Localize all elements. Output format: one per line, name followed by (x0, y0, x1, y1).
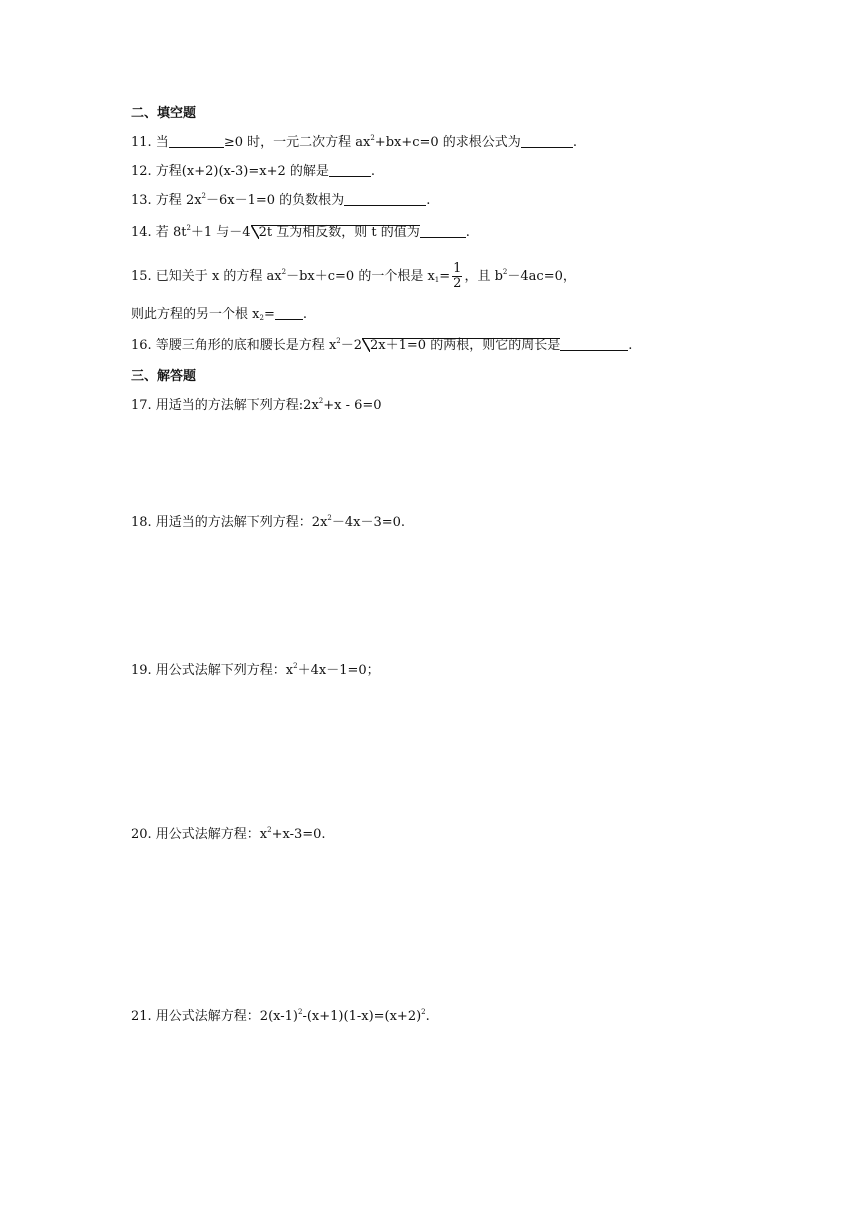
answer-blank (275, 306, 303, 320)
question-16 (131, 337, 632, 355)
q13-text-a: 13. 方程 2x (131, 193, 202, 208)
q21-text-a: 21. 用公式法解方程：2(x-1) (131, 1009, 298, 1024)
superscript: 2 (327, 514, 332, 522)
q15-line2-text-c: . (302, 307, 307, 322)
question-12 (131, 163, 375, 181)
q15-text-a: 15. 已知关于 x 的方程 ax (131, 269, 282, 284)
q14-text-d: . (465, 225, 470, 240)
q11-text-b: ≥0 时，一元二次方程 ax (223, 135, 371, 150)
q16-text-c: 2x＋1=0 的两根，则它的周长是 (370, 338, 561, 353)
superscript: 2 (201, 192, 207, 200)
question-21 (131, 1008, 430, 1026)
fraction-denominator: 2 (453, 276, 462, 291)
superscript: 2 (318, 397, 324, 405)
q14-text-c: 2t 互为相反数，则 t 的值为 (258, 225, 420, 240)
question-18 (131, 514, 405, 532)
question-13 (131, 192, 430, 210)
answer-blank (344, 192, 426, 206)
q13-text-b: －6x－1=0 的负数根为 (206, 193, 345, 208)
fraction-numerator: 1 (453, 261, 462, 276)
superscript: 2 (186, 224, 191, 232)
answer-blank (169, 134, 224, 148)
superscript: 2 (267, 826, 272, 834)
section-heading-fill-in: 二、填空题 (131, 106, 197, 121)
q12-text-a: 12. 方程(x+2)(x-3)=x+2 的解是 (131, 164, 329, 179)
q14-text-a: 14. 若 8t (131, 225, 187, 240)
superscript: 2 (370, 134, 375, 142)
question-19 (131, 662, 380, 680)
q17-text-b: +x - 6=0 (323, 398, 382, 413)
q17-text-a: 17. 用适当的方法解下列方程:2x (131, 398, 319, 413)
question-15-line-2 (131, 306, 307, 324)
q21-text-c: . (425, 1009, 430, 1024)
q19-text-b: ＋4x－1=0； (297, 663, 380, 678)
q18-text-a: 18. 用适当的方法解下列方程：2x (131, 515, 328, 530)
answer-blank (329, 163, 371, 177)
q16-text-b: －2 (340, 338, 363, 353)
q13-text-c: . (426, 193, 431, 208)
question-11 (131, 134, 577, 152)
sqrt-symbol (251, 225, 420, 240)
q18-text-b: －4x－3=0. (331, 515, 406, 530)
superscript: 2 (421, 1008, 426, 1016)
q20-text-a: 20. 用公式法解方程：x (131, 827, 268, 842)
q11-text-d: . (572, 135, 577, 150)
q15-text-d: ，且 b (464, 269, 503, 284)
superscript: 2 (502, 268, 508, 276)
q16-text-a: 16. 等腰三角形的底和腰长是方程 x (131, 338, 337, 353)
question-17 (131, 397, 382, 415)
superscript: 2 (281, 268, 287, 276)
q12-text-b: . (370, 164, 376, 179)
q19-text-a: 19. 用公式法解下列方程：x (131, 663, 294, 678)
q20-text-b: +x-3=0. (271, 827, 326, 842)
question-14 (131, 224, 470, 242)
q14-text-b: ＋1 与－4 (190, 225, 251, 240)
question-15-line-1 (131, 262, 576, 291)
q21-text-b: -(x+1)(1-x)=(x+2) (302, 1009, 422, 1024)
superscript: 2 (293, 662, 298, 670)
fraction (452, 262, 462, 291)
answer-blank (420, 224, 466, 238)
q15-text-e: －4ac=0， (507, 269, 576, 284)
q11-text-a: 11. 当 (131, 135, 169, 150)
section-heading-answer: 三、解答题 (131, 369, 197, 384)
q15-text-c: = (439, 269, 451, 284)
subscript: 2 (259, 314, 264, 322)
q15-line2-text-b: = (263, 307, 275, 322)
subscript: 1 (434, 276, 440, 284)
answer-blank (560, 337, 628, 351)
sqrt-symbol (362, 338, 560, 353)
q16-text-d: . (628, 338, 633, 353)
q11-text-c: +bx+c=0 的求根公式为 (374, 135, 521, 150)
q15-line2-text-a: 则此方程的另一个根 x (131, 307, 260, 322)
superscript: 2 (336, 337, 341, 345)
answer-blank (521, 134, 573, 148)
question-20 (131, 826, 326, 844)
superscript: 2 (298, 1008, 303, 1016)
q15-text-b: －bx＋c=0 的一个根是 x (286, 269, 435, 284)
